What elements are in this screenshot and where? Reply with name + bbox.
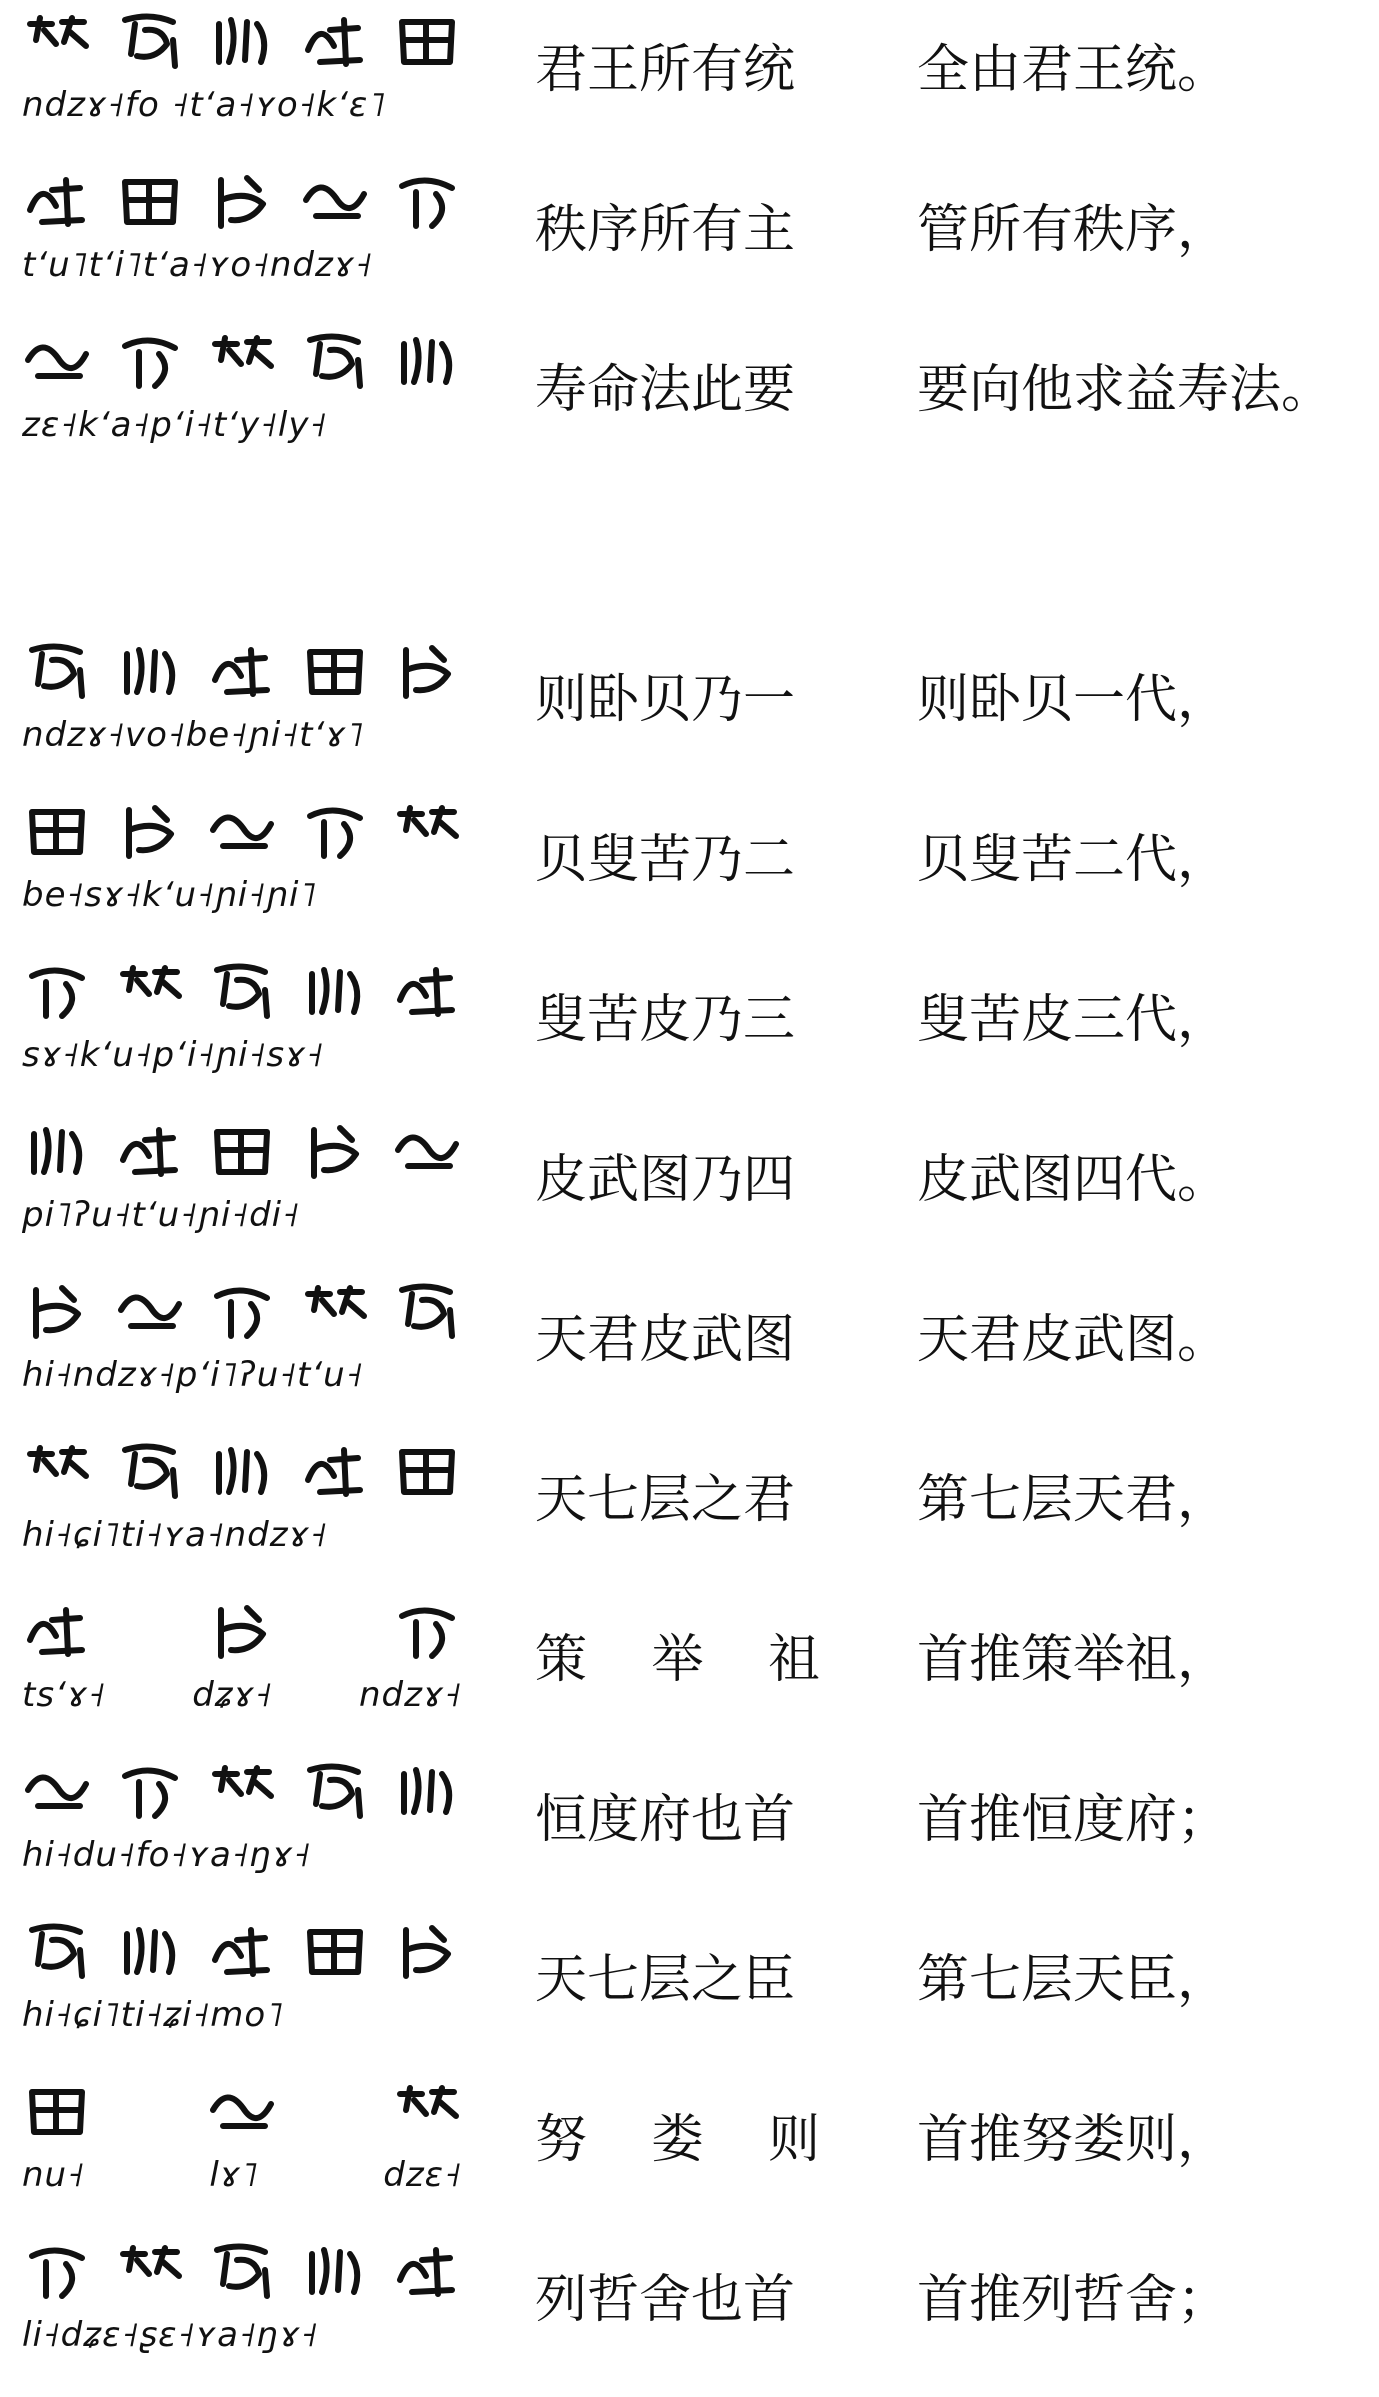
verse-row — [0, 320, 1379, 470]
yi-glyph-line — [22, 1280, 462, 1352]
yi-glyph-icon — [300, 1920, 370, 1986]
ipa-transcription: be˧sɤ˧kʻu˧ɲi˧ɲi˥ — [22, 875, 318, 915]
chinese-literal-gloss: 天七层之臣 — [535, 1950, 796, 2010]
yi-glyph-icon — [22, 10, 92, 76]
yi-glyph-icon — [207, 1440, 277, 1506]
yi-glyph-icon — [22, 330, 92, 396]
yi-glyph-icon — [22, 960, 92, 1026]
yi-glyph-icon — [207, 640, 277, 706]
chinese-translation: 叟苦皮三代， — [917, 990, 1230, 1050]
verse-row — [0, 1270, 1379, 1420]
yi-glyph-icon — [300, 1760, 370, 1826]
yi-glyph-icon — [207, 170, 277, 236]
yi-glyph-icon — [22, 2240, 92, 2306]
yi-glyph-icon — [392, 1920, 462, 1986]
ipa-transcription: hi˧ndzɤ˧pʻi˥ʔu˧tʻu˧ — [22, 1355, 364, 1395]
yi-glyph-icon — [300, 1440, 370, 1506]
yi-glyph-icon — [300, 800, 370, 866]
ipa-transcription — [22, 1670, 462, 1720]
yi-glyph-icon — [392, 640, 462, 706]
yi-glyph-icon — [300, 1600, 370, 1666]
gloss-character: 努 — [535, 2110, 588, 2170]
chinese-translation: 首推策举祖， — [917, 1630, 1230, 1690]
yi-glyph-icon — [115, 2080, 185, 2146]
yi-script-block — [22, 2230, 462, 2380]
chinese-translation: 首推努娄则， — [917, 2110, 1230, 2170]
ipa-transcription — [22, 2150, 462, 2200]
yi-glyph-icon — [22, 1280, 92, 1346]
yi-script-block — [22, 630, 462, 780]
yi-glyph-icon — [22, 800, 92, 866]
yi-glyph-icon — [22, 2080, 92, 2146]
yi-glyph-icon — [115, 640, 185, 706]
verse-row — [0, 2230, 1379, 2380]
yi-script-block — [22, 2070, 462, 2220]
chinese-literal-gloss: 君王所有统 — [535, 40, 796, 100]
ipa-syllable: dzɛ˧ — [383, 2155, 462, 2195]
yi-glyph-line — [22, 800, 462, 872]
yi-glyph-icon — [392, 170, 462, 236]
yi-glyph-icon — [300, 10, 370, 76]
yi-glyph-icon — [392, 1120, 462, 1186]
chinese-translation: 皮武图四代。 — [917, 1150, 1230, 1210]
ipa-transcription: zɛ˧kʻa˧pʻi˧tʻy˧ly˧ — [22, 405, 328, 445]
gloss-character: 祖 — [767, 1630, 820, 1690]
yi-glyph-icon — [22, 1600, 92, 1666]
verse-row — [0, 630, 1379, 780]
yi-glyph-icon — [300, 2240, 370, 2306]
yi-glyph-line — [22, 330, 462, 402]
ipa-transcription: hi˧ɕi˥ti˧ʑi˧mo˥ — [22, 1995, 284, 2035]
yi-glyph-icon — [207, 330, 277, 396]
yi-glyph-icon — [22, 640, 92, 706]
chinese-translation: 第七层天臣， — [917, 1950, 1230, 2010]
yi-glyph-icon — [392, 1440, 462, 1506]
yi-glyph-icon — [115, 1760, 185, 1826]
yi-glyph-icon — [22, 1120, 92, 1186]
yi-glyph-line — [22, 2240, 462, 2312]
chinese-literal-gloss: 列哲舍也首 — [535, 2270, 796, 2330]
yi-script-block — [22, 1270, 462, 1420]
verse-row — [0, 0, 1379, 150]
verse-row — [0, 1430, 1379, 1580]
yi-glyph-line — [22, 1760, 462, 1832]
chinese-translation: 要向他求益寿法。 — [917, 360, 1334, 420]
yi-glyph-icon — [115, 330, 185, 396]
yi-glyph-icon — [115, 1440, 185, 1506]
yi-glyph-icon — [392, 2080, 462, 2146]
yi-glyph-icon — [22, 1760, 92, 1826]
chinese-literal-gloss: 秩序所有主 — [535, 200, 796, 260]
ipa-transcription: li˧dʑɛ˧ʂɛ˧ʏa˧ŋɤ˧ — [22, 2315, 319, 2355]
yi-glyph-icon — [22, 1920, 92, 1986]
yi-glyph-icon — [392, 960, 462, 1026]
ipa-syllable: nu˧ — [22, 2155, 85, 2195]
yi-glyph-icon — [300, 330, 370, 396]
yi-glyph-icon — [300, 2080, 370, 2146]
verse-row — [0, 1110, 1379, 1260]
yi-glyph-icon — [115, 960, 185, 1026]
yi-glyph-icon — [207, 1920, 277, 1986]
yi-glyph-icon — [115, 1280, 185, 1346]
chinese-translation: 首推恒度府； — [917, 1790, 1230, 1850]
yi-script-block — [22, 1590, 462, 1740]
verse-row — [0, 1590, 1379, 1740]
yi-script-block — [22, 790, 462, 940]
yi-glyph-icon — [22, 170, 92, 236]
verse-row — [0, 950, 1379, 1100]
yi-glyph-line — [22, 170, 462, 242]
chinese-translation: 天君皮武图。 — [917, 1310, 1230, 1370]
yi-glyph-icon — [300, 170, 370, 236]
chinese-translation: 第七层天君， — [917, 1470, 1230, 1530]
yi-glyph-icon — [207, 2240, 277, 2306]
verse-row — [0, 2070, 1379, 2220]
ipa-syllable: ndzɤ˧ — [358, 1675, 462, 1715]
yi-glyph-icon — [115, 800, 185, 866]
ipa-syllable: tsʻɤ˧ — [22, 1675, 106, 1715]
ipa-transcription: pi˥ʔu˧tʻu˧ɲi˧di˧ — [22, 1195, 300, 1235]
yi-glyph-icon — [115, 170, 185, 236]
yi-glyph-icon — [207, 10, 277, 76]
yi-glyph-icon — [115, 10, 185, 76]
yi-glyph-line — [22, 2080, 462, 2152]
yi-glyph-icon — [207, 800, 277, 866]
chinese-literal-gloss: 皮武图乃四 — [535, 1150, 796, 1210]
yi-glyph-line — [22, 640, 462, 712]
gloss-character: 举 — [651, 1630, 704, 1690]
yi-script-block — [22, 320, 462, 470]
ipa-transcription: hi˧ɕi˥ti˧ʏa˧ndzɤ˧ — [22, 1515, 328, 1555]
chinese-literal-gloss: 天君皮武图 — [535, 1310, 796, 1370]
chinese-translation: 贝叟苦二代， — [917, 830, 1230, 890]
chinese-translation: 管所有秩序， — [917, 200, 1230, 260]
chinese-literal-gloss: 天七层之君 — [535, 1470, 796, 1530]
verse-row — [0, 160, 1379, 310]
gloss-character: 则 — [767, 2110, 820, 2170]
yi-glyph-icon — [207, 1600, 277, 1666]
yi-glyph-icon — [207, 1760, 277, 1826]
ipa-syllable: dʑɤ˧ — [192, 1675, 273, 1715]
ipa-transcription: ndzɤ˧fo ˧tʻa˧ʏo˧kʻɛ˥ — [22, 85, 387, 125]
yi-glyph-icon — [392, 800, 462, 866]
chinese-literal-gloss: 则卧贝乃一 — [535, 670, 796, 730]
yi-glyph-icon — [300, 640, 370, 706]
yi-glyph-icon — [207, 960, 277, 1026]
chinese-literal-gloss: 恒度府也首 — [535, 1790, 796, 1850]
yi-glyph-icon — [300, 1120, 370, 1186]
verse-row — [0, 790, 1379, 940]
verse-row — [0, 1910, 1379, 2060]
yi-script-block — [22, 1750, 462, 1900]
yi-script-block — [22, 160, 462, 310]
yi-glyph-icon — [392, 1760, 462, 1826]
gloss-character: 娄 — [651, 2110, 704, 2170]
yi-script-block — [22, 950, 462, 1100]
chinese-translation: 首推列哲舍； — [917, 2270, 1230, 2330]
yi-glyph-icon — [115, 1920, 185, 1986]
ipa-transcription: sɤ˧kʻu˧pʻi˧ɲi˧sɤ˧ — [22, 1035, 325, 1075]
yi-glyph-icon — [207, 1280, 277, 1346]
ipa-transcription: ndzɤ˧vo˧be˧ɲi˧tʻɤ˥ — [22, 715, 365, 755]
ipa-syllable: lɤ˥ — [209, 2155, 259, 2195]
yi-glyph-line — [22, 1920, 462, 1992]
chinese-literal-gloss: 寿命法此要 — [535, 360, 796, 420]
yi-glyph-icon — [392, 10, 462, 76]
yi-glyph-line — [22, 10, 462, 82]
yi-glyph-icon — [22, 1440, 92, 1506]
yi-script-block — [22, 1430, 462, 1580]
verse-row — [0, 1750, 1379, 1900]
chinese-translation: 则卧贝一代， — [917, 670, 1230, 730]
yi-glyph-line — [22, 1440, 462, 1512]
ipa-transcription: hi˧du˧fo˧ʏa˧ŋɤ˧ — [22, 1835, 312, 1875]
chinese-translation: 全由君王统。 — [917, 40, 1230, 100]
yi-glyph-icon — [392, 1600, 462, 1666]
yi-script-block — [22, 0, 462, 150]
chinese-literal-gloss: 贝叟苦乃二 — [535, 830, 796, 890]
yi-glyph-icon — [300, 1280, 370, 1346]
yi-glyph-icon — [392, 2240, 462, 2306]
chinese-literal-gloss — [535, 1620, 820, 1700]
yi-glyph-icon — [392, 1280, 462, 1346]
yi-glyph-icon — [300, 960, 370, 1026]
yi-glyph-icon — [207, 2080, 277, 2146]
chinese-literal-gloss — [535, 2100, 820, 2180]
gloss-character: 策 — [535, 1630, 588, 1690]
yi-glyph-icon — [115, 1600, 185, 1666]
ipa-transcription: tʻu˥tʻi˥tʻa˧ʏo˧ndzɤ˧ — [22, 245, 373, 285]
yi-glyph-icon — [115, 1120, 185, 1186]
yi-glyph-icon — [207, 1120, 277, 1186]
yi-glyph-icon — [392, 330, 462, 396]
yi-glyph-icon — [115, 2240, 185, 2306]
yi-glyph-line — [22, 1120, 462, 1192]
yi-script-block — [22, 1910, 462, 2060]
yi-glyph-line — [22, 1600, 462, 1672]
yi-script-block — [22, 1110, 462, 1260]
yi-glyph-line — [22, 960, 462, 1032]
chinese-literal-gloss: 叟苦皮乃三 — [535, 990, 796, 1050]
